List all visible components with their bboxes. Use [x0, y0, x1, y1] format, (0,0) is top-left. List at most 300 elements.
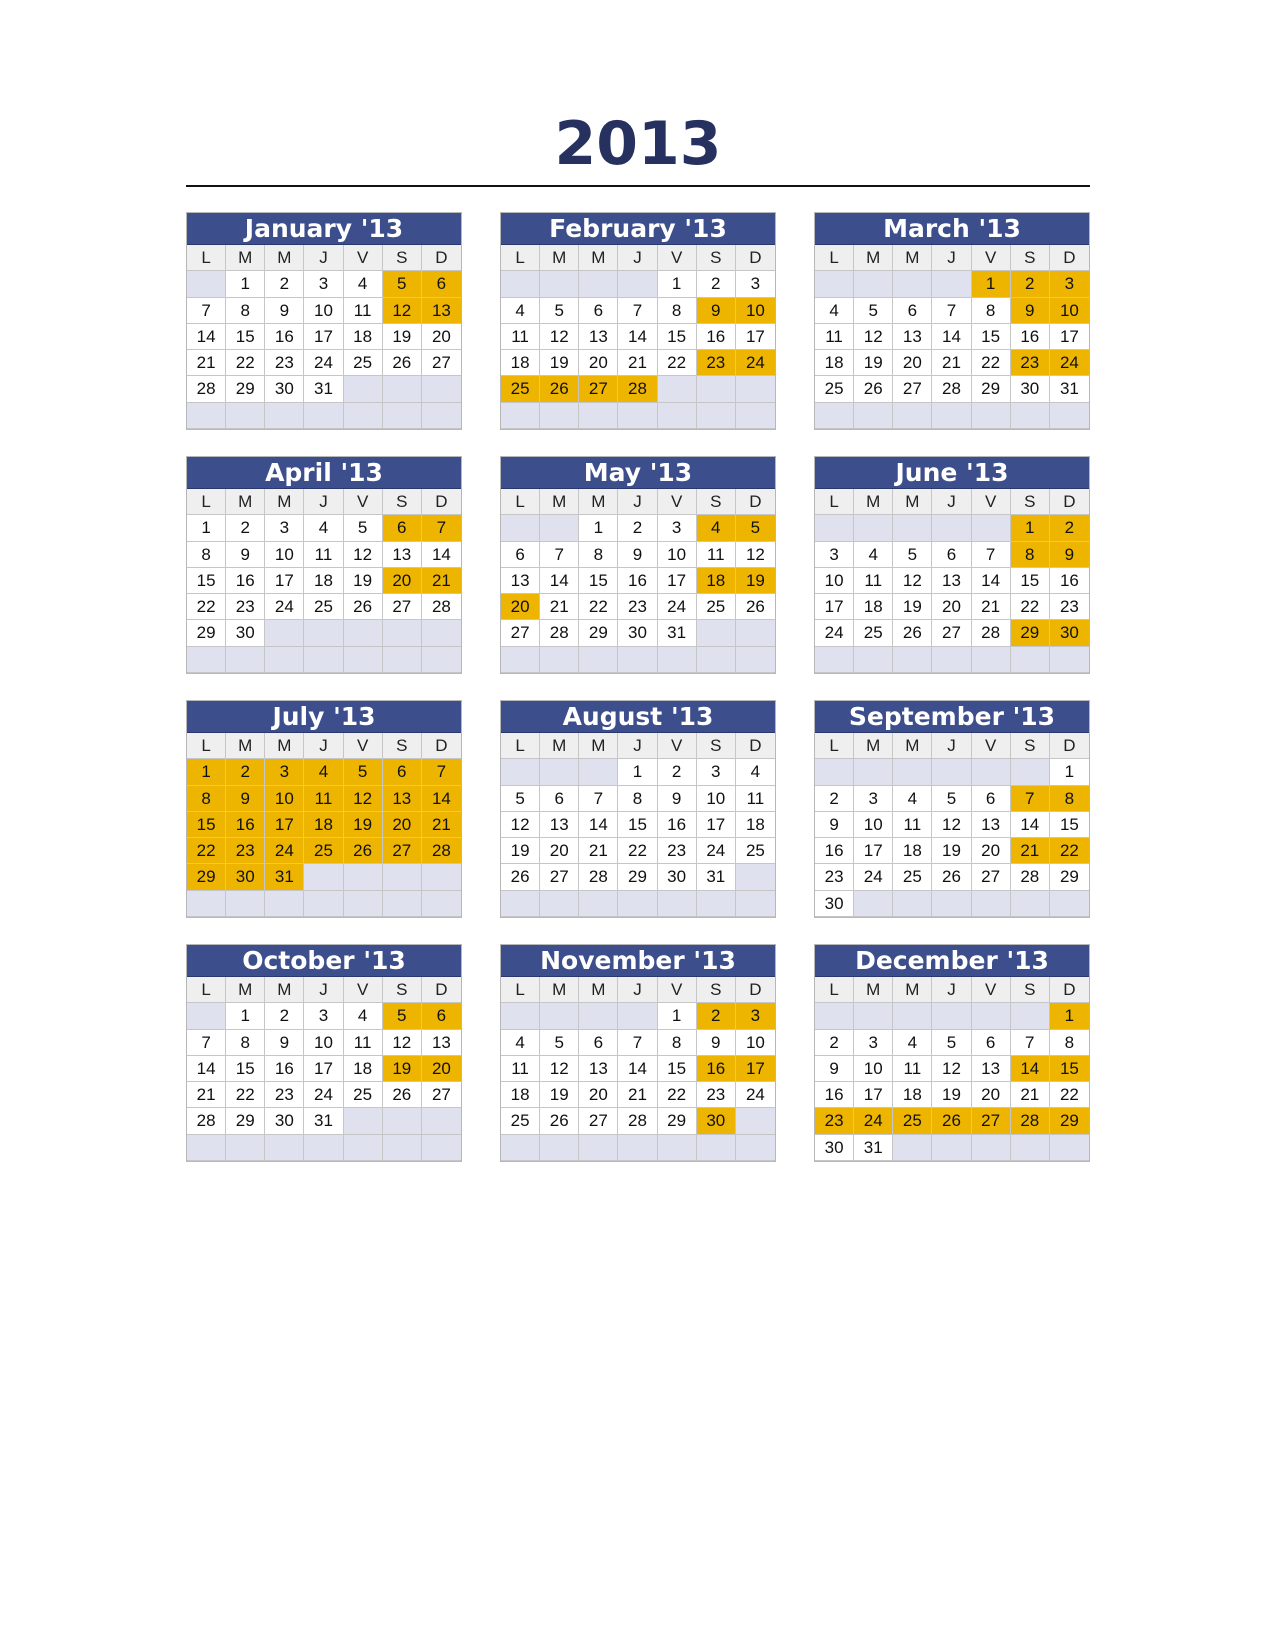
weekday-label: V [972, 245, 1011, 271]
day-cell: 12 [736, 542, 775, 568]
weekday-label: V [972, 977, 1011, 1003]
month-title: February '13 [501, 213, 775, 245]
day-cell: 15 [658, 1056, 697, 1082]
empty-day-cell [501, 647, 540, 673]
empty-day-cell [265, 647, 304, 673]
day-cell: 6 [932, 542, 971, 568]
day-cell: 8 [658, 298, 697, 324]
empty-day-cell [932, 403, 971, 429]
day-cell: 14 [579, 812, 618, 838]
day-cell: 6 [422, 271, 461, 297]
weekday-label: D [736, 733, 775, 759]
day-cell: 19 [383, 1056, 422, 1082]
day-cell: 2 [226, 759, 265, 785]
day-cell: 23 [1011, 350, 1050, 376]
weekday-label: M [579, 489, 618, 515]
day-cell: 18 [501, 350, 540, 376]
day-cell: 10 [697, 786, 736, 812]
empty-day-cell [344, 1108, 383, 1134]
empty-day-cell [304, 403, 343, 429]
weekday-label: M [893, 977, 932, 1003]
day-cell: 10 [304, 1030, 343, 1056]
day-cell: 17 [304, 1056, 343, 1082]
day-cell: 14 [618, 324, 657, 350]
day-cell: 27 [972, 1108, 1011, 1134]
day-cell: 17 [265, 812, 304, 838]
day-cell: 6 [422, 1003, 461, 1029]
day-cell: 12 [344, 542, 383, 568]
day-cell: 7 [618, 298, 657, 324]
month-calendar [186, 944, 462, 1162]
empty-day-cell [187, 647, 226, 673]
empty-day-cell [893, 1003, 932, 1029]
day-cell: 6 [579, 298, 618, 324]
day-cell: 31 [304, 1108, 343, 1134]
month-title: July '13 [187, 701, 461, 733]
day-cell: 22 [1050, 838, 1089, 864]
empty-day-cell [854, 891, 893, 917]
day-cell: 28 [932, 376, 971, 402]
empty-day-cell [815, 759, 854, 785]
day-cell: 17 [736, 324, 775, 350]
day-cell: 20 [932, 594, 971, 620]
day-cell: 12 [383, 1030, 422, 1056]
day-cell: 19 [736, 568, 775, 594]
empty-day-cell [422, 620, 461, 646]
weekday-label: M [893, 245, 932, 271]
day-cell: 17 [815, 594, 854, 620]
day-cell: 10 [265, 786, 304, 812]
day-cell: 21 [579, 838, 618, 864]
day-cell: 15 [618, 812, 657, 838]
weekday-label: J [932, 245, 971, 271]
day-cell: 15 [1050, 812, 1089, 838]
month-title: October '13 [187, 945, 461, 977]
day-cell: 21 [187, 1082, 226, 1108]
day-cell: 25 [893, 1108, 932, 1134]
empty-day-cell [854, 271, 893, 297]
day-cell: 3 [854, 786, 893, 812]
day-cell: 7 [618, 1030, 657, 1056]
day-cell: 8 [226, 1030, 265, 1056]
day-cell: 23 [618, 594, 657, 620]
day-cell: 31 [1050, 376, 1089, 402]
weekday-label: M [540, 245, 579, 271]
weekday-label: M [265, 245, 304, 271]
day-cell: 30 [226, 620, 265, 646]
weekday-label: D [422, 977, 461, 1003]
month-days-grid [187, 489, 461, 673]
day-cell: 28 [579, 864, 618, 890]
day-cell: 5 [932, 1030, 971, 1056]
day-cell: 10 [304, 298, 343, 324]
day-cell: 18 [344, 1056, 383, 1082]
day-cell: 9 [265, 1030, 304, 1056]
day-cell: 17 [1050, 324, 1089, 350]
empty-day-cell [932, 891, 971, 917]
day-cell: 7 [422, 515, 461, 541]
empty-day-cell [226, 647, 265, 673]
day-cell: 29 [1050, 864, 1089, 890]
weekday-label: L [501, 489, 540, 515]
day-cell: 10 [736, 298, 775, 324]
weekday-label: J [618, 489, 657, 515]
empty-day-cell [932, 515, 971, 541]
month-days-grid [501, 733, 775, 917]
day-cell: 10 [1050, 298, 1089, 324]
day-cell: 24 [304, 350, 343, 376]
day-cell: 15 [1011, 568, 1050, 594]
day-cell: 14 [1011, 1056, 1050, 1082]
month-calendar [500, 212, 776, 430]
day-cell: 5 [540, 298, 579, 324]
day-cell: 9 [226, 542, 265, 568]
day-cell: 11 [697, 542, 736, 568]
day-cell: 26 [383, 1082, 422, 1108]
weekday-label: M [854, 977, 893, 1003]
day-cell: 11 [893, 812, 932, 838]
day-cell: 17 [304, 324, 343, 350]
day-cell: 27 [422, 1082, 461, 1108]
empty-day-cell [1011, 647, 1050, 673]
weekday-label: J [932, 733, 971, 759]
day-cell: 15 [226, 1056, 265, 1082]
day-cell: 14 [187, 1056, 226, 1082]
empty-day-cell [736, 1108, 775, 1134]
day-cell: 26 [932, 864, 971, 890]
day-cell: 12 [540, 1056, 579, 1082]
day-cell: 22 [1011, 594, 1050, 620]
empty-day-cell [1050, 403, 1089, 429]
day-cell: 7 [187, 1030, 226, 1056]
day-cell: 9 [658, 786, 697, 812]
day-cell: 21 [618, 350, 657, 376]
day-cell: 20 [383, 812, 422, 838]
day-cell: 16 [1011, 324, 1050, 350]
day-cell: 4 [854, 542, 893, 568]
day-cell: 29 [579, 620, 618, 646]
day-cell: 2 [265, 271, 304, 297]
day-cell: 25 [854, 620, 893, 646]
weekday-label: J [304, 977, 343, 1003]
empty-day-cell [893, 891, 932, 917]
empty-day-cell [304, 891, 343, 917]
empty-day-cell [736, 864, 775, 890]
month-days-grid [187, 733, 461, 917]
day-cell: 12 [893, 568, 932, 594]
day-cell: 19 [383, 324, 422, 350]
empty-day-cell [422, 1135, 461, 1161]
empty-day-cell [579, 647, 618, 673]
day-cell: 26 [932, 1108, 971, 1134]
empty-day-cell [854, 1003, 893, 1029]
weekday-label: M [540, 977, 579, 1003]
day-cell: 13 [422, 298, 461, 324]
day-cell: 21 [1011, 838, 1050, 864]
day-cell: 11 [304, 786, 343, 812]
day-cell: 23 [265, 1082, 304, 1108]
weekday-label: M [579, 733, 618, 759]
empty-day-cell [815, 647, 854, 673]
day-cell: 11 [815, 324, 854, 350]
day-cell: 22 [579, 594, 618, 620]
empty-day-cell [658, 376, 697, 402]
empty-day-cell [972, 403, 1011, 429]
weekday-label: S [383, 733, 422, 759]
weekday-label: M [854, 733, 893, 759]
weekday-label: S [1011, 489, 1050, 515]
day-cell: 22 [658, 350, 697, 376]
weekday-label: V [972, 489, 1011, 515]
day-cell: 11 [736, 786, 775, 812]
day-cell: 26 [736, 594, 775, 620]
weekday-label: M [854, 245, 893, 271]
day-cell: 30 [658, 864, 697, 890]
weekday-label: D [422, 489, 461, 515]
day-cell: 23 [815, 864, 854, 890]
day-cell: 1 [658, 271, 697, 297]
day-cell: 18 [501, 1082, 540, 1108]
empty-day-cell [422, 403, 461, 429]
day-cell: 9 [697, 298, 736, 324]
empty-day-cell [226, 891, 265, 917]
day-cell: 13 [893, 324, 932, 350]
empty-day-cell [501, 891, 540, 917]
empty-day-cell [304, 647, 343, 673]
day-cell: 23 [226, 594, 265, 620]
day-cell: 7 [540, 542, 579, 568]
empty-day-cell [501, 1003, 540, 1029]
day-cell: 24 [815, 620, 854, 646]
weekday-label: L [187, 489, 226, 515]
day-cell: 27 [972, 864, 1011, 890]
day-cell: 21 [1011, 1082, 1050, 1108]
day-cell: 10 [736, 1030, 775, 1056]
empty-day-cell [658, 891, 697, 917]
day-cell: 26 [540, 1108, 579, 1134]
day-cell: 6 [540, 786, 579, 812]
day-cell: 10 [265, 542, 304, 568]
weekday-label: V [658, 977, 697, 1003]
day-cell: 25 [304, 594, 343, 620]
day-cell: 20 [501, 594, 540, 620]
day-cell: 16 [815, 838, 854, 864]
empty-day-cell [344, 376, 383, 402]
empty-day-cell [893, 759, 932, 785]
empty-day-cell [304, 864, 343, 890]
empty-day-cell [383, 1108, 422, 1134]
day-cell: 30 [815, 1135, 854, 1161]
empty-day-cell [540, 1135, 579, 1161]
month-title: June '13 [815, 457, 1089, 489]
day-cell: 5 [501, 786, 540, 812]
day-cell: 15 [972, 324, 1011, 350]
day-cell: 16 [265, 324, 304, 350]
empty-day-cell [972, 891, 1011, 917]
day-cell: 24 [697, 838, 736, 864]
empty-day-cell [618, 647, 657, 673]
day-cell: 16 [697, 324, 736, 350]
weekday-label: D [1050, 733, 1089, 759]
day-cell: 7 [579, 786, 618, 812]
weekday-label: M [265, 977, 304, 1003]
empty-day-cell [344, 647, 383, 673]
day-cell: 10 [658, 542, 697, 568]
day-cell: 23 [658, 838, 697, 864]
day-cell: 19 [893, 594, 932, 620]
day-cell: 12 [540, 324, 579, 350]
day-cell: 26 [344, 594, 383, 620]
empty-day-cell [736, 891, 775, 917]
weekday-label: M [226, 977, 265, 1003]
day-cell: 27 [932, 620, 971, 646]
empty-day-cell [187, 891, 226, 917]
day-cell: 12 [383, 298, 422, 324]
day-cell: 13 [972, 812, 1011, 838]
day-cell: 3 [736, 271, 775, 297]
empty-day-cell [344, 1135, 383, 1161]
day-cell: 2 [1011, 271, 1050, 297]
weekday-label: M [226, 245, 265, 271]
weekday-label: L [815, 245, 854, 271]
day-cell: 10 [854, 1056, 893, 1082]
day-cell: 24 [736, 350, 775, 376]
day-cell: 18 [736, 812, 775, 838]
day-cell: 27 [383, 594, 422, 620]
day-cell: 11 [501, 324, 540, 350]
weekday-label: L [187, 977, 226, 1003]
day-cell: 8 [658, 1030, 697, 1056]
day-cell: 15 [658, 324, 697, 350]
day-cell: 21 [187, 350, 226, 376]
day-cell: 4 [501, 1030, 540, 1056]
empty-day-cell [187, 403, 226, 429]
empty-day-cell [501, 759, 540, 785]
day-cell: 5 [383, 271, 422, 297]
day-cell: 25 [344, 350, 383, 376]
empty-day-cell [540, 759, 579, 785]
day-cell: 21 [540, 594, 579, 620]
day-cell: 21 [422, 812, 461, 838]
weekday-label: M [265, 489, 304, 515]
day-cell: 14 [932, 324, 971, 350]
day-cell: 6 [893, 298, 932, 324]
day-cell: 27 [422, 350, 461, 376]
empty-day-cell [972, 759, 1011, 785]
day-cell: 1 [226, 1003, 265, 1029]
day-cell: 14 [187, 324, 226, 350]
empty-day-cell [383, 620, 422, 646]
day-cell: 30 [226, 864, 265, 890]
day-cell: 11 [501, 1056, 540, 1082]
day-cell: 29 [187, 864, 226, 890]
day-cell: 22 [187, 838, 226, 864]
empty-day-cell [226, 1135, 265, 1161]
day-cell: 5 [932, 786, 971, 812]
weekday-label: J [618, 245, 657, 271]
weekday-label: M [579, 245, 618, 271]
day-cell: 6 [972, 786, 1011, 812]
month-days-grid [501, 489, 775, 673]
weekday-label: S [383, 977, 422, 1003]
day-cell: 12 [932, 1056, 971, 1082]
empty-day-cell [540, 1003, 579, 1029]
empty-day-cell [383, 864, 422, 890]
empty-day-cell [697, 620, 736, 646]
day-cell: 31 [854, 1135, 893, 1161]
day-cell: 8 [579, 542, 618, 568]
day-cell: 16 [618, 568, 657, 594]
day-cell: 1 [618, 759, 657, 785]
day-cell: 29 [972, 376, 1011, 402]
day-cell: 25 [304, 838, 343, 864]
day-cell: 13 [540, 812, 579, 838]
weekday-label: L [815, 977, 854, 1003]
day-cell: 8 [187, 786, 226, 812]
day-cell: 3 [304, 271, 343, 297]
empty-day-cell [1011, 403, 1050, 429]
empty-day-cell [344, 403, 383, 429]
day-cell: 17 [658, 568, 697, 594]
empty-day-cell [697, 891, 736, 917]
weekday-label: V [344, 977, 383, 1003]
weekday-label: V [658, 245, 697, 271]
month-calendar [814, 944, 1090, 1162]
weekday-label: V [344, 733, 383, 759]
empty-day-cell [501, 515, 540, 541]
day-cell: 8 [972, 298, 1011, 324]
weekday-label: M [226, 489, 265, 515]
day-cell: 22 [226, 1082, 265, 1108]
empty-day-cell [618, 1003, 657, 1029]
day-cell: 21 [422, 568, 461, 594]
month-calendar [186, 212, 462, 430]
day-cell: 24 [854, 1108, 893, 1134]
day-cell: 19 [854, 350, 893, 376]
empty-day-cell [383, 403, 422, 429]
day-cell: 29 [226, 376, 265, 402]
empty-day-cell [265, 1135, 304, 1161]
empty-day-cell [972, 647, 1011, 673]
day-cell: 4 [344, 271, 383, 297]
day-cell: 1 [658, 1003, 697, 1029]
day-cell: 22 [187, 594, 226, 620]
day-cell: 14 [1011, 812, 1050, 838]
empty-day-cell [893, 515, 932, 541]
day-cell: 14 [422, 542, 461, 568]
weekday-label: S [697, 245, 736, 271]
day-cell: 18 [697, 568, 736, 594]
month-title: May '13 [501, 457, 775, 489]
day-cell: 14 [618, 1056, 657, 1082]
day-cell: 21 [932, 350, 971, 376]
day-cell: 27 [579, 1108, 618, 1134]
day-cell: 28 [187, 1108, 226, 1134]
day-cell: 6 [579, 1030, 618, 1056]
empty-day-cell [540, 647, 579, 673]
empty-day-cell [854, 647, 893, 673]
weekday-label: D [422, 733, 461, 759]
day-cell: 25 [501, 376, 540, 402]
day-cell: 24 [1050, 350, 1089, 376]
month-days-grid [501, 245, 775, 429]
day-cell: 27 [579, 376, 618, 402]
day-cell: 16 [815, 1082, 854, 1108]
empty-day-cell [422, 864, 461, 890]
empty-day-cell [932, 647, 971, 673]
day-cell: 28 [187, 376, 226, 402]
month-title: April '13 [187, 457, 461, 489]
